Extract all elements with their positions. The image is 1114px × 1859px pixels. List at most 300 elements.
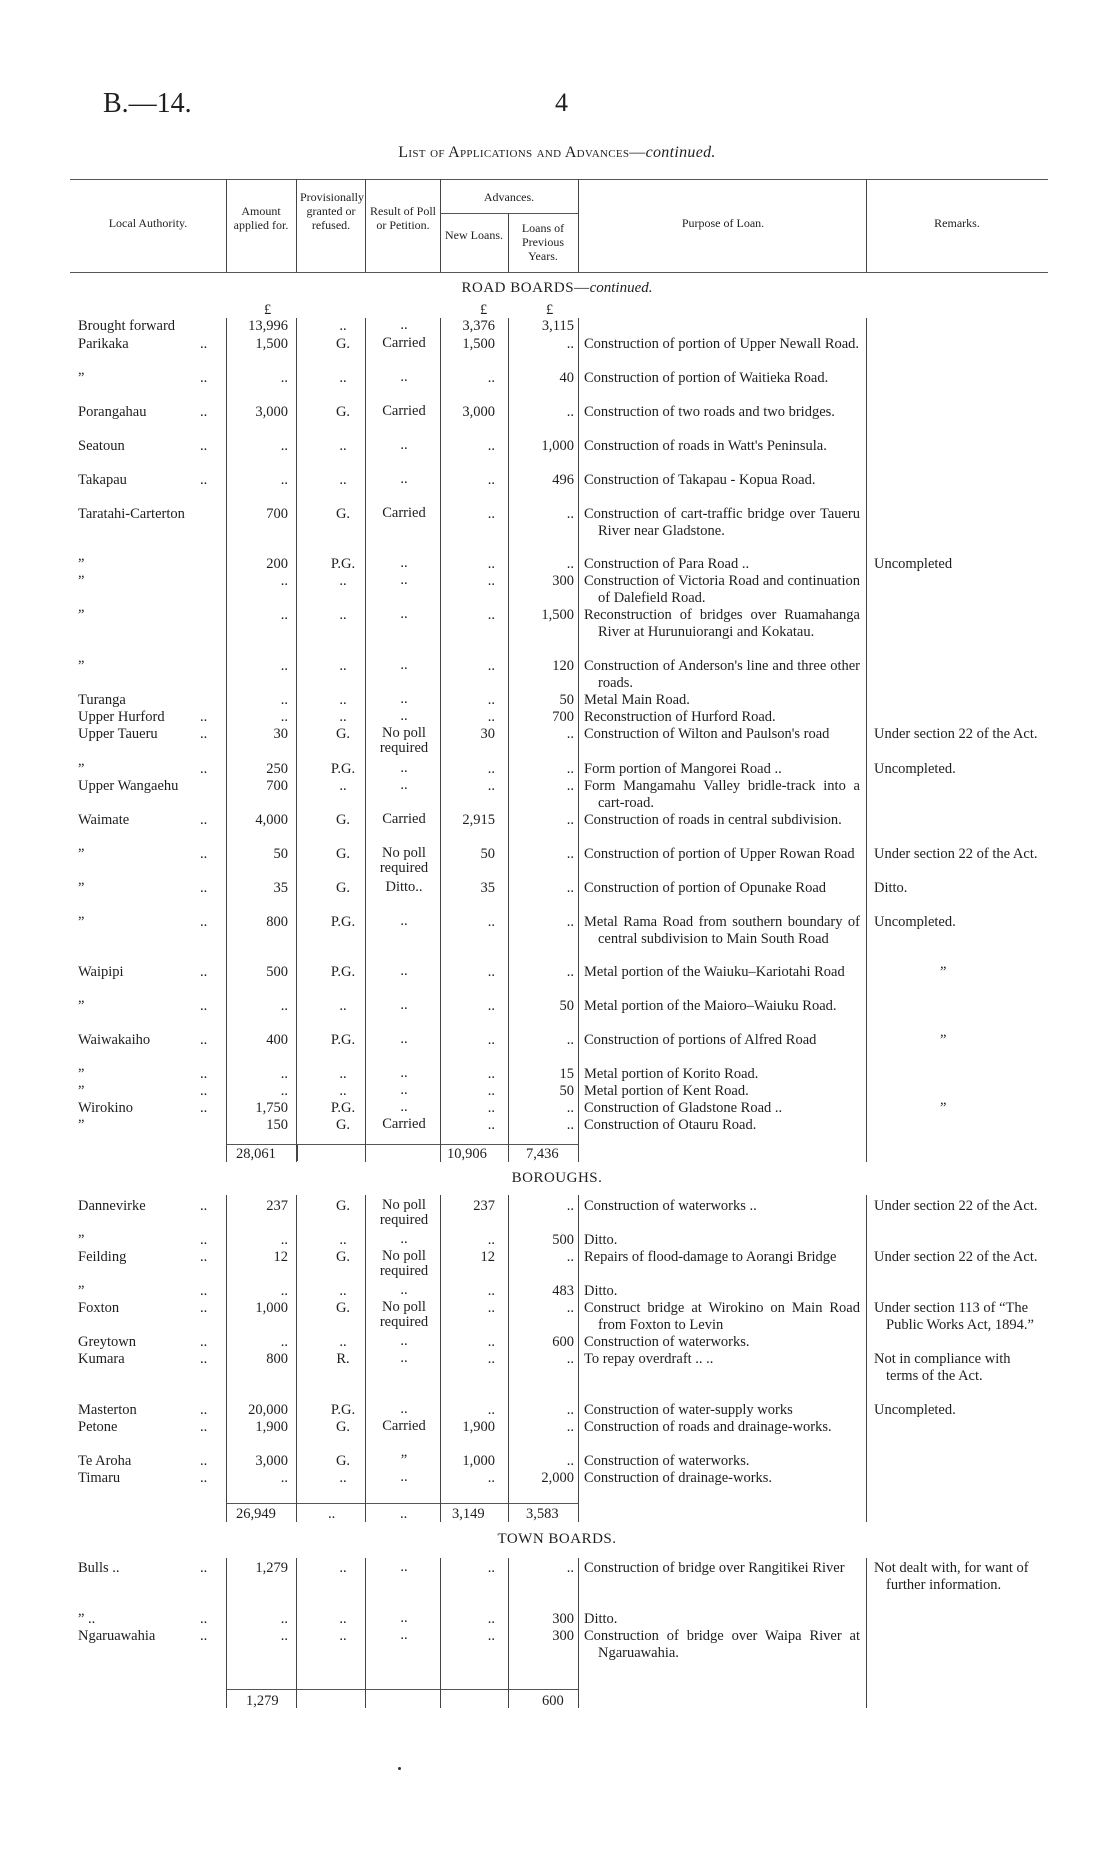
cell-new-loans: .. bbox=[487, 998, 495, 1014]
header-vrule bbox=[296, 179, 297, 272]
cell-result-line2: required bbox=[379, 860, 429, 876]
cell-leader-dots: .. bbox=[200, 880, 208, 896]
cell-remarks-text: Not dealt with, for want of further information. bbox=[874, 1560, 1029, 1593]
page-title bbox=[0, 144, 1114, 162]
cell-leader-dots: .. bbox=[200, 1032, 208, 1048]
cell-new-loans: .. bbox=[487, 607, 495, 623]
cell-provisional: .. bbox=[339, 692, 347, 708]
cell-prev-loans: .. bbox=[566, 556, 574, 572]
cell-authority: Parikaka bbox=[78, 336, 129, 352]
cell-result bbox=[367, 1100, 441, 1115]
cell-amount: 50 bbox=[273, 846, 288, 862]
cell-result bbox=[367, 318, 441, 333]
cell-result-line1: .. bbox=[400, 1231, 408, 1247]
cell-amount: 3,000 bbox=[255, 404, 288, 420]
cell-prev-loans: .. bbox=[566, 778, 574, 794]
document-code: B.—14. bbox=[103, 88, 192, 119]
cell-provisional: .. bbox=[339, 370, 347, 386]
cell-provisional: G. bbox=[335, 726, 351, 742]
cell-purpose-text: Repairs of flood-damage to Aorangi Bridge bbox=[584, 1249, 837, 1265]
cell-authority: Upper Wangaehu bbox=[78, 778, 179, 794]
cell-amount: .. bbox=[280, 1083, 288, 1099]
title-continued: continued. bbox=[645, 144, 716, 161]
cell-new-loans: .. bbox=[487, 573, 495, 589]
cell-purpose bbox=[584, 1470, 860, 1487]
cell-result-line1: .. bbox=[400, 572, 408, 588]
cell-purpose-text: To repay overdraft .. .. bbox=[584, 1351, 714, 1367]
cell-amount: 30 bbox=[273, 726, 288, 742]
cell-amount: 1,279 bbox=[255, 1560, 288, 1576]
cell-remarks bbox=[874, 726, 1042, 743]
cell-authority: ” bbox=[78, 1283, 85, 1299]
cell-new-loans: .. bbox=[487, 556, 495, 572]
pound-sign-amount: £ bbox=[264, 302, 272, 318]
cell-leader-dots: .. bbox=[200, 761, 208, 777]
cell-prev-loans: 2,000 bbox=[541, 1470, 574, 1486]
cell-provisional: G. bbox=[335, 336, 351, 352]
cell-prev-loans: 50 bbox=[559, 998, 574, 1014]
borough-total-prov: .. bbox=[328, 1506, 336, 1522]
cell-authority: ” bbox=[78, 880, 85, 896]
cell-remarks-text: Uncompleted. bbox=[874, 914, 956, 930]
cell-result bbox=[367, 1419, 441, 1434]
cell-prev-loans: 50 bbox=[559, 692, 574, 708]
cell-remarks bbox=[874, 1300, 1042, 1333]
cell-prev-loans: .. bbox=[566, 1419, 574, 1435]
cell-authority: ” bbox=[78, 914, 85, 930]
body-vrule bbox=[226, 318, 227, 1162]
cell-purpose bbox=[584, 778, 860, 811]
cell-prev-loans: .. bbox=[566, 1402, 574, 1418]
cell-leader-dots: .. bbox=[200, 1560, 208, 1576]
cell-leader-dots: .. bbox=[200, 1628, 208, 1644]
cell-authority: Timaru bbox=[78, 1470, 121, 1486]
cell-authority: Waipipi bbox=[78, 964, 124, 980]
header-vrule bbox=[578, 179, 579, 272]
section-road-boards-cont: continued. bbox=[589, 280, 653, 296]
cell-purpose-text: Construction of portion of Waitieka Road. bbox=[584, 370, 829, 386]
cell-leader-dots: .. bbox=[200, 1453, 208, 1469]
cell-purpose bbox=[584, 1351, 860, 1368]
cell-authority: Turanga bbox=[78, 692, 126, 708]
cell-purpose bbox=[584, 914, 860, 947]
cell-purpose-text: Construction of cart-traffic bridge over Taueru River near Gladstone. bbox=[584, 506, 860, 539]
cell-authority: Petone bbox=[78, 1419, 118, 1435]
cell-amount: .. bbox=[280, 472, 288, 488]
page-number: 4 bbox=[555, 88, 568, 117]
cell-authority: Waimate bbox=[78, 812, 130, 828]
cell-new-loans: 1,000 bbox=[462, 1453, 495, 1469]
body-vrule bbox=[296, 318, 297, 1162]
cell-purpose-text: Ditto. bbox=[584, 1232, 618, 1248]
cell-remarks bbox=[874, 1198, 1042, 1215]
cell-new-loans: .. bbox=[487, 692, 495, 708]
cell-prev-loans: .. bbox=[566, 336, 574, 352]
cell-prev-loans: .. bbox=[566, 914, 574, 930]
cell-new-loans: .. bbox=[487, 658, 495, 674]
cell-provisional: .. bbox=[339, 1066, 347, 1082]
cell-authority: ” bbox=[78, 370, 85, 386]
cell-prev-loans: .. bbox=[566, 1249, 574, 1265]
header-vrule bbox=[365, 179, 366, 272]
cell-amount: 700 bbox=[266, 778, 288, 794]
cell-amount: 3,000 bbox=[255, 1453, 288, 1469]
cell-provisional: .. bbox=[339, 438, 347, 454]
cell-new-loans: .. bbox=[487, 1100, 495, 1116]
cell-purpose-text: Construct bridge at Wirokino on Main Road from Foxton to Levin bbox=[584, 1300, 860, 1333]
cell-result bbox=[367, 1032, 441, 1047]
cell-provisional: .. bbox=[339, 573, 347, 589]
header-vrule bbox=[226, 179, 227, 272]
cell-new-loans: .. bbox=[487, 472, 495, 488]
cell-new-loans: .. bbox=[487, 370, 495, 386]
cell-remarks-text: ” bbox=[940, 964, 947, 980]
cell-authority: Takapau bbox=[78, 472, 127, 488]
cell-result bbox=[367, 998, 441, 1013]
pound-sign-new: £ bbox=[480, 302, 488, 318]
cell-new-loans: .. bbox=[487, 506, 495, 522]
cell-remarks-text: Under section 22 of the Act. bbox=[874, 1249, 1038, 1265]
cell-authority: Porangahau bbox=[78, 404, 147, 420]
cell-authority: ” bbox=[78, 846, 85, 862]
body-vrule bbox=[866, 1195, 867, 1522]
cell-new-loans: .. bbox=[487, 778, 495, 794]
body-vrule bbox=[508, 318, 509, 1162]
body-vrule bbox=[365, 318, 366, 1162]
cell-result bbox=[367, 812, 441, 827]
cell-result bbox=[367, 472, 441, 487]
cell-remarks bbox=[874, 880, 1042, 897]
cell-provisional: .. bbox=[339, 607, 347, 623]
cell-purpose bbox=[584, 370, 860, 387]
cell-result bbox=[367, 726, 441, 756]
cell-authority: ” bbox=[78, 556, 85, 572]
cell-new-loans: .. bbox=[487, 1470, 495, 1486]
cell-new-loans: .. bbox=[487, 1032, 495, 1048]
cell-result-line1: .. bbox=[400, 1031, 408, 1047]
cell-result-line1: .. bbox=[400, 471, 408, 487]
cell-leader-dots: .. bbox=[200, 812, 208, 828]
cell-new-loans: 50 bbox=[480, 846, 495, 862]
cell-provisional: P.G. bbox=[330, 964, 356, 980]
cell-purpose bbox=[584, 1249, 860, 1266]
cell-purpose-text: Construction of drainage-works. bbox=[584, 1470, 773, 1486]
cell-leader-dots: .. bbox=[200, 964, 208, 980]
cell-amount: .. bbox=[280, 709, 288, 725]
cell-authority: ” bbox=[78, 1066, 85, 1082]
cell-purpose-text: Reconstruction of Hurford Road. bbox=[584, 709, 776, 725]
cell-purpose bbox=[584, 658, 860, 691]
cell-remarks bbox=[874, 556, 1042, 573]
cell-purpose-text: Construction of Gladstone Road .. bbox=[584, 1100, 783, 1116]
cell-authority: ” bbox=[78, 761, 85, 777]
cell-authority: ” bbox=[78, 1117, 85, 1133]
cell-prev-loans: 600 bbox=[552, 1334, 574, 1350]
col-advances: Advances. bbox=[483, 190, 535, 204]
cell-leader-dots: .. bbox=[200, 438, 208, 454]
cell-leader-dots: .. bbox=[200, 1402, 208, 1418]
cell-purpose bbox=[584, 1283, 860, 1300]
cell-prev-loans: .. bbox=[566, 880, 574, 896]
cell-provisional: G. bbox=[335, 1300, 351, 1316]
cell-prev-loans: .. bbox=[566, 1453, 574, 1469]
cell-remarks-text: ” bbox=[940, 1100, 947, 1116]
body-vrule bbox=[440, 1195, 441, 1522]
col-provisionally: Provisionally granted or refused. bbox=[300, 190, 365, 232]
cell-result-line1: .. bbox=[400, 1065, 408, 1081]
cell-new-loans: .. bbox=[487, 1066, 495, 1082]
cell-purpose-text: Construction of portions of Alfred Road bbox=[584, 1032, 817, 1048]
cell-leader-dots: .. bbox=[200, 1283, 208, 1299]
cell-leader-dots: .. bbox=[200, 1232, 208, 1248]
cell-provisional: P.G. bbox=[330, 1032, 356, 1048]
cell-remarks-text: Ditto. bbox=[874, 880, 908, 896]
cell-amount: .. bbox=[280, 1470, 288, 1486]
cell-prev-loans: 483 bbox=[552, 1283, 574, 1299]
cell-prev-loans: .. bbox=[566, 812, 574, 828]
cell-remarks bbox=[940, 1100, 1108, 1117]
cell-amount: 13,996 bbox=[248, 318, 288, 334]
cell-provisional: P.G. bbox=[330, 1402, 356, 1418]
cell-result-line2: required bbox=[379, 1314, 429, 1330]
cell-leader-dots: .. bbox=[200, 1249, 208, 1265]
cell-amount: 1,000 bbox=[255, 1300, 288, 1316]
cell-remarks bbox=[940, 964, 1108, 981]
cell-amount: .. bbox=[280, 1283, 288, 1299]
cell-provisional: .. bbox=[339, 1611, 347, 1627]
advances-sub-rule bbox=[440, 213, 578, 214]
cell-purpose bbox=[584, 472, 860, 489]
cell-purpose bbox=[584, 1419, 860, 1436]
section-town-boards: TOWN BOARDS. bbox=[497, 1531, 617, 1547]
cell-authority: ” bbox=[78, 998, 85, 1014]
cell-purpose bbox=[584, 1083, 860, 1100]
cell-result-line1: .. bbox=[400, 963, 408, 979]
cell-purpose bbox=[584, 1300, 860, 1333]
cell-amount: 237 bbox=[266, 1198, 288, 1214]
cell-amount: 800 bbox=[266, 1351, 288, 1367]
cell-new-loans: .. bbox=[487, 1611, 495, 1627]
cell-result-line1: .. bbox=[400, 1282, 408, 1298]
cell-purpose-text: Construction of Wilton and Paulson's road bbox=[584, 726, 830, 742]
cell-authority: Seatoun bbox=[78, 438, 125, 454]
cell-provisional: .. bbox=[339, 998, 347, 1014]
section-road-boards-label: ROAD BOARDS— bbox=[461, 280, 590, 296]
cell-result-line1: .. bbox=[400, 437, 408, 453]
cell-new-loans: 1,500 bbox=[462, 336, 495, 352]
cell-amount: 4,000 bbox=[255, 812, 288, 828]
cell-remarks bbox=[940, 1032, 1108, 1049]
cell-prev-loans: 700 bbox=[552, 709, 574, 725]
cell-result bbox=[367, 1198, 441, 1228]
cell-amount: 250 bbox=[266, 761, 288, 777]
body-vrule bbox=[440, 318, 441, 1162]
cell-purpose bbox=[584, 336, 860, 353]
cell-purpose-text: Construction of Para Road .. bbox=[584, 556, 750, 572]
body-vrule bbox=[226, 1558, 227, 1708]
cell-purpose bbox=[584, 1628, 860, 1661]
cell-provisional: G. bbox=[335, 846, 351, 862]
cell-remarks bbox=[874, 1560, 1042, 1593]
body-vrule bbox=[578, 1195, 579, 1522]
cell-new-loans: .. bbox=[487, 964, 495, 980]
cell-new-loans: .. bbox=[487, 438, 495, 454]
cell-provisional: .. bbox=[339, 472, 347, 488]
cell-result-line1: Carried bbox=[382, 1116, 426, 1132]
cell-result-line1: No poll bbox=[382, 1248, 426, 1264]
cell-provisional: R. bbox=[336, 1351, 350, 1367]
cell-purpose-text: Construction of roads and drainage-works. bbox=[584, 1419, 832, 1435]
cell-remarks-text: Not in compliance with terms of the Act. bbox=[874, 1351, 1011, 1384]
cell-provisional: .. bbox=[339, 658, 347, 674]
cell-amount: .. bbox=[280, 692, 288, 708]
cell-purpose-text: Construction of portion of Upper Rowan Road bbox=[584, 846, 855, 862]
cell-leader-dots: .. bbox=[200, 1419, 208, 1435]
cell-prev-loans: .. bbox=[566, 1100, 574, 1116]
col-amount: Amount applied for. bbox=[233, 204, 289, 232]
cell-authority: Waiwakaiho bbox=[78, 1032, 151, 1048]
body-vrule bbox=[296, 1558, 297, 1708]
cell-purpose-text: Construction of two roads and two bridges. bbox=[584, 404, 835, 420]
cell-result bbox=[367, 880, 441, 895]
cell-provisional: G. bbox=[335, 404, 351, 420]
cell-purpose bbox=[584, 998, 860, 1015]
cell-authority: ” bbox=[78, 607, 85, 623]
cell-leader-dots: .. bbox=[200, 1300, 208, 1316]
cell-result bbox=[367, 573, 441, 588]
cell-purpose bbox=[584, 1032, 860, 1049]
cell-result bbox=[367, 1402, 441, 1417]
cell-authority: ” bbox=[78, 1232, 85, 1248]
cell-remarks-text: ” bbox=[940, 1032, 947, 1048]
cell-new-loans: 2,915 bbox=[462, 812, 495, 828]
cell-leader-dots: .. bbox=[200, 1066, 208, 1082]
body-vrule bbox=[866, 1558, 867, 1708]
cell-purpose-text: Construction of Takapau - Kopua Road. bbox=[584, 472, 816, 488]
cell-prev-loans: .. bbox=[566, 761, 574, 777]
cell-provisional: P.G. bbox=[330, 1100, 356, 1116]
cell-authority: ” bbox=[78, 658, 85, 674]
cell-amount: 200 bbox=[266, 556, 288, 572]
cell-new-loans: .. bbox=[487, 761, 495, 777]
cell-amount: 1,500 bbox=[255, 336, 288, 352]
cell-result-line1: .. bbox=[400, 760, 408, 776]
cell-purpose bbox=[584, 692, 860, 709]
cell-authority: Upper Hurford bbox=[78, 709, 165, 725]
cell-purpose-text: Construction of waterworks .. bbox=[584, 1198, 757, 1214]
cell-authority: Dannevirke bbox=[78, 1198, 146, 1214]
cell-result bbox=[367, 1283, 441, 1298]
cell-leader-dots: .. bbox=[200, 1198, 208, 1214]
cell-purpose-text: Metal Rama Road from southern boundary of central subdivision to Main South Road bbox=[584, 914, 860, 947]
cell-purpose-text: Ditto. bbox=[584, 1283, 618, 1299]
cell-result-line1: .. bbox=[400, 1099, 408, 1115]
cell-new-loans: .. bbox=[487, 709, 495, 725]
cell-amount: .. bbox=[280, 1334, 288, 1350]
cell-leader-dots: .. bbox=[200, 1470, 208, 1486]
town-total-prev: 600 bbox=[542, 1693, 564, 1709]
cell-leader-dots: .. bbox=[200, 1351, 208, 1367]
cell-provisional: .. bbox=[339, 1334, 347, 1350]
title-main: List of Applications and Advances— bbox=[398, 144, 646, 161]
town-total-amount: 1,279 bbox=[246, 1693, 279, 1709]
cell-new-loans: 30 bbox=[480, 726, 495, 742]
cell-new-loans: 1,900 bbox=[462, 1419, 495, 1435]
cell-result bbox=[367, 761, 441, 776]
body-vrule bbox=[866, 318, 867, 1162]
cell-provisional: G. bbox=[335, 1198, 351, 1214]
cell-purpose-text: Construction of Anderson's line and three other roads. bbox=[584, 658, 860, 691]
cell-result bbox=[367, 336, 441, 351]
cell-result-line1: .. bbox=[400, 777, 408, 793]
cell-new-loans: .. bbox=[487, 1300, 495, 1316]
cell-purpose bbox=[584, 1611, 860, 1628]
cell-prev-loans: .. bbox=[566, 506, 574, 522]
cell-purpose bbox=[584, 1117, 860, 1134]
col-purpose: Purpose of Loan. bbox=[681, 216, 765, 230]
cell-purpose bbox=[584, 607, 860, 640]
cell-purpose-text: Metal portion of Kent Road. bbox=[584, 1083, 749, 1099]
cell-prev-loans: .. bbox=[566, 1351, 574, 1367]
cell-prev-loans: .. bbox=[566, 964, 574, 980]
cell-purpose-text: Metal portion of the Maioro–Waiuku Road. bbox=[584, 998, 837, 1014]
cell-prev-loans: .. bbox=[566, 1560, 574, 1576]
cell-new-loans: .. bbox=[487, 1334, 495, 1350]
cell-result bbox=[367, 607, 441, 622]
cell-result bbox=[367, 1066, 441, 1081]
cell-result-line2: required bbox=[379, 1212, 429, 1228]
cell-authority: Ngaruawahia bbox=[78, 1628, 156, 1644]
cell-purpose bbox=[584, 404, 860, 421]
cell-new-loans: 35 bbox=[480, 880, 495, 896]
cell-leader-dots: .. bbox=[200, 1083, 208, 1099]
cell-purpose bbox=[584, 964, 860, 981]
cell-provisional: .. bbox=[339, 1470, 347, 1486]
cell-new-loans: .. bbox=[487, 1628, 495, 1644]
cell-purpose-text: Construction of portion of Opunake Road bbox=[584, 880, 827, 896]
cell-result-line1: Carried bbox=[382, 1418, 426, 1434]
cell-remarks-text: Uncompleted bbox=[874, 556, 953, 572]
pound-sign-prev: £ bbox=[546, 302, 554, 318]
cell-amount: 1,750 bbox=[255, 1100, 288, 1116]
cell-remarks bbox=[874, 1351, 1042, 1384]
table-top-rule bbox=[70, 179, 1048, 180]
cell-amount: .. bbox=[280, 1232, 288, 1248]
cell-result-line1: .. bbox=[400, 1401, 408, 1417]
cell-result-line1: No poll bbox=[382, 1299, 426, 1315]
cell-leader-dots: .. bbox=[200, 1611, 208, 1627]
cell-result bbox=[367, 1083, 441, 1098]
cell-authority: Feilding bbox=[78, 1249, 127, 1265]
cell-purpose-text: Form portion of Mangorei Road .. bbox=[584, 761, 782, 777]
cell-purpose-text: Construction of portion of Upper Newall Road. bbox=[584, 336, 860, 352]
borough-total-new: 3,149 bbox=[452, 1506, 485, 1522]
cell-result bbox=[367, 1453, 441, 1468]
cell-provisional: .. bbox=[339, 1560, 347, 1576]
body-vrule bbox=[365, 1195, 366, 1522]
cell-prev-loans: .. bbox=[566, 1198, 574, 1214]
cell-new-loans: 237 bbox=[473, 1198, 495, 1214]
cell-leader-dots: .. bbox=[200, 726, 208, 742]
cell-remarks bbox=[874, 914, 1042, 931]
cell-result-line1: Carried bbox=[382, 811, 426, 827]
cell-amount: 500 bbox=[266, 964, 288, 980]
cell-result-line1: .. bbox=[400, 1469, 408, 1485]
cell-purpose-text: Form Mangamahu Valley bridle-track into a cart-road. bbox=[584, 778, 860, 811]
cell-purpose bbox=[584, 1198, 860, 1215]
cell-prev-loans: 300 bbox=[552, 573, 574, 589]
cell-remarks bbox=[874, 761, 1042, 778]
